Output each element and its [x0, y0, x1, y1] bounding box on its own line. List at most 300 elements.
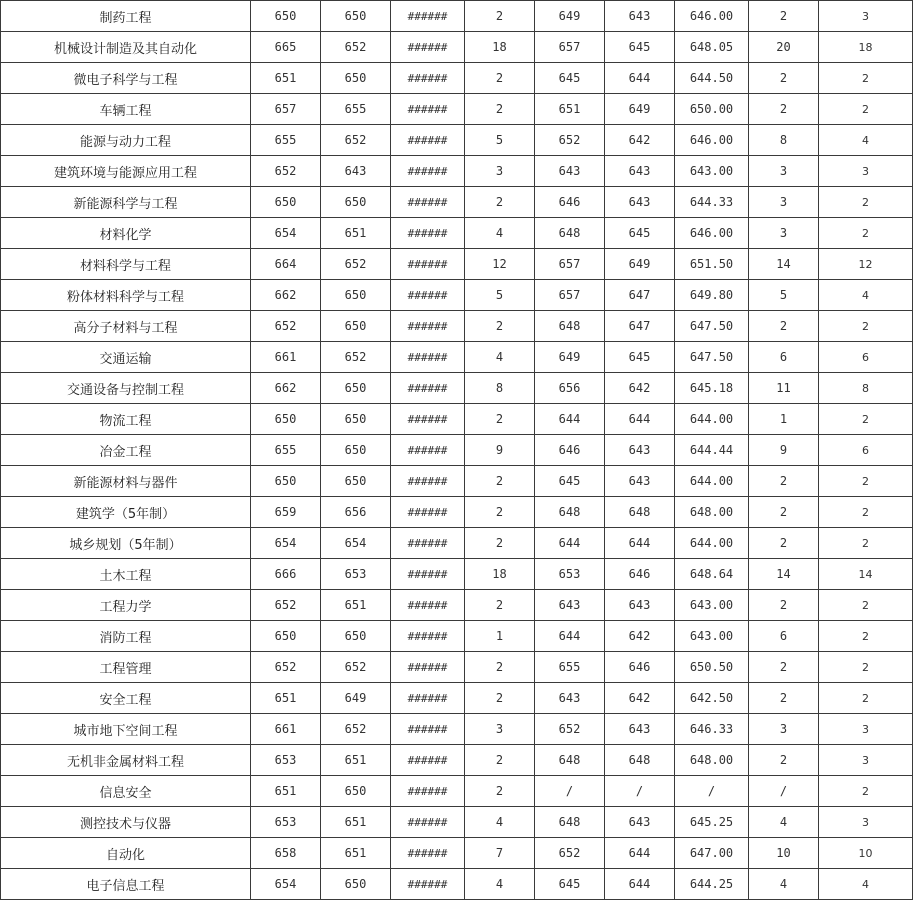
cell-col-6: 645 [535, 63, 605, 94]
cell-col-8: 644.44 [675, 435, 749, 466]
cell-major-name: 工程管理 [1, 652, 251, 683]
cell-col-8: 646.00 [675, 218, 749, 249]
cell-col-2: 654 [251, 218, 321, 249]
cell-col-6: 643 [535, 683, 605, 714]
cell-col-2: 650 [251, 1, 321, 32]
cell-col-2: 662 [251, 280, 321, 311]
cell-col-7: 642 [605, 621, 675, 652]
cell-col-5: 5 [465, 125, 535, 156]
cell-col-4: ###### [391, 187, 465, 218]
cell-col-9: 3 [749, 156, 819, 187]
cell-col-4: ###### [391, 125, 465, 156]
cell-col-2: 664 [251, 249, 321, 280]
cell-col-9: / [749, 776, 819, 807]
cell-col-5: 4 [465, 869, 535, 900]
cell-col-4: ###### [391, 1, 465, 32]
cell-major-name: 建筑环境与能源应用工程 [1, 156, 251, 187]
cell-col-7: 646 [605, 559, 675, 590]
table-row [1, 714, 913, 745]
cell-col-8: 643.00 [675, 156, 749, 187]
cell-col-9: 2 [749, 652, 819, 683]
cell-col-3: 650 [321, 1, 391, 32]
cell-col-9: 2 [749, 94, 819, 125]
cell-col-5: 18 [465, 32, 535, 63]
cell-col-6: 643 [535, 156, 605, 187]
cell-col-8: 649.80 [675, 280, 749, 311]
table-row [1, 435, 913, 466]
cell-col-9: 3 [749, 187, 819, 218]
cell-col-5: 1 [465, 621, 535, 652]
cell-col-5: 4 [465, 807, 535, 838]
cell-col-10: 2 [819, 187, 913, 218]
cell-col-3: 650 [321, 404, 391, 435]
cell-col-6: 645 [535, 466, 605, 497]
cell-col-7: 646 [605, 652, 675, 683]
cell-col-6: 645 [535, 869, 605, 900]
cell-col-9: 2 [749, 745, 819, 776]
cell-col-9: 8 [749, 125, 819, 156]
cell-col-4: ###### [391, 652, 465, 683]
cell-col-3: 651 [321, 807, 391, 838]
cell-col-8: 648.00 [675, 745, 749, 776]
cell-col-5: 2 [465, 528, 535, 559]
cell-col-9: 10 [749, 838, 819, 869]
table-row [1, 280, 913, 311]
cell-col-10: 2 [819, 776, 913, 807]
table-row [1, 528, 913, 559]
cell-col-3: 652 [321, 125, 391, 156]
cell-col-8: 646.00 [675, 125, 749, 156]
cell-major-name: 新能源科学与工程 [1, 187, 251, 218]
cell-col-6: 643 [535, 590, 605, 621]
cell-col-10: 2 [819, 404, 913, 435]
cell-col-4: ###### [391, 528, 465, 559]
cell-col-2: 651 [251, 63, 321, 94]
cell-col-4: ###### [391, 280, 465, 311]
cell-major-name: 城乡规划（5年制） [1, 528, 251, 559]
cell-col-4: ###### [391, 745, 465, 776]
cell-col-3: 652 [321, 249, 391, 280]
table-row [1, 776, 913, 807]
cell-col-3: 650 [321, 280, 391, 311]
cell-col-4: ###### [391, 776, 465, 807]
cell-col-10: 3 [819, 807, 913, 838]
cell-col-6: 657 [535, 249, 605, 280]
cell-major-name: 能源与动力工程 [1, 125, 251, 156]
cell-col-4: ###### [391, 94, 465, 125]
cell-col-7: 643 [605, 807, 675, 838]
cell-col-4: ###### [391, 559, 465, 590]
table-row [1, 373, 913, 404]
table-row [1, 683, 913, 714]
cell-col-8: 651.50 [675, 249, 749, 280]
cell-col-9: 2 [749, 683, 819, 714]
table-row [1, 807, 913, 838]
cell-col-8: 648.00 [675, 497, 749, 528]
table-row [1, 590, 913, 621]
cell-col-4: ###### [391, 435, 465, 466]
cell-col-2: 652 [251, 652, 321, 683]
cell-col-5: 3 [465, 714, 535, 745]
table-row [1, 466, 913, 497]
table-row [1, 311, 913, 342]
cell-col-8: 644.50 [675, 63, 749, 94]
cell-col-3: 651 [321, 218, 391, 249]
cell-col-9: 9 [749, 435, 819, 466]
cell-col-2: 651 [251, 776, 321, 807]
cell-col-9: 2 [749, 1, 819, 32]
cell-col-4: ###### [391, 218, 465, 249]
cell-col-9: 3 [749, 714, 819, 745]
cell-col-6: 644 [535, 621, 605, 652]
cell-col-10: 2 [819, 590, 913, 621]
cell-col-9: 14 [749, 249, 819, 280]
cell-major-name: 自动化 [1, 838, 251, 869]
cell-col-5: 3 [465, 156, 535, 187]
cell-col-10: 2 [819, 683, 913, 714]
cell-col-2: 662 [251, 373, 321, 404]
table-row [1, 125, 913, 156]
cell-col-9: 2 [749, 497, 819, 528]
cell-col-3: 649 [321, 683, 391, 714]
cell-col-7: 644 [605, 404, 675, 435]
cell-col-10: 2 [819, 528, 913, 559]
cell-col-2: 650 [251, 466, 321, 497]
cell-col-4: ###### [391, 497, 465, 528]
cell-col-3: 650 [321, 466, 391, 497]
cell-col-6: 657 [535, 280, 605, 311]
cell-col-4: ###### [391, 466, 465, 497]
cell-col-4: ###### [391, 373, 465, 404]
cell-col-3: 650 [321, 373, 391, 404]
cell-major-name: 电子信息工程 [1, 869, 251, 900]
table-row [1, 187, 913, 218]
cell-col-6: 648 [535, 745, 605, 776]
table-row [1, 559, 913, 590]
cell-col-5: 2 [465, 466, 535, 497]
cell-col-3: 650 [321, 311, 391, 342]
cell-col-6: 651 [535, 94, 605, 125]
cell-col-9: 6 [749, 342, 819, 373]
cell-col-5: 7 [465, 838, 535, 869]
cell-col-9: 2 [749, 63, 819, 94]
cell-col-5: 4 [465, 342, 535, 373]
cell-col-4: ###### [391, 838, 465, 869]
cell-col-2: 650 [251, 187, 321, 218]
cell-col-4: ###### [391, 63, 465, 94]
cell-col-8: 644.00 [675, 528, 749, 559]
cell-col-9: 5 [749, 280, 819, 311]
cell-col-5: 2 [465, 745, 535, 776]
cell-col-6: / [535, 776, 605, 807]
cell-col-6: 648 [535, 311, 605, 342]
cell-col-5: 2 [465, 590, 535, 621]
cell-col-5: 12 [465, 249, 535, 280]
cell-col-8: 645.25 [675, 807, 749, 838]
cell-col-7: 648 [605, 745, 675, 776]
cell-col-2: 654 [251, 528, 321, 559]
table-row [1, 32, 913, 63]
cell-col-6: 644 [535, 404, 605, 435]
cell-col-4: ###### [391, 807, 465, 838]
cell-major-name: 消防工程 [1, 621, 251, 652]
cell-col-8: 643.00 [675, 590, 749, 621]
table-row [1, 745, 913, 776]
cell-col-7: 644 [605, 838, 675, 869]
cell-col-9: 2 [749, 590, 819, 621]
cell-col-10: 2 [819, 63, 913, 94]
cell-col-7: 642 [605, 683, 675, 714]
cell-col-4: ###### [391, 311, 465, 342]
table-row [1, 497, 913, 528]
cell-col-8: 648.05 [675, 32, 749, 63]
cell-col-7: 643 [605, 156, 675, 187]
cell-col-5: 2 [465, 683, 535, 714]
table-row [1, 404, 913, 435]
table-row [1, 218, 913, 249]
cell-col-3: 654 [321, 528, 391, 559]
table-row [1, 838, 913, 869]
cell-col-8: 643.00 [675, 621, 749, 652]
cell-col-2: 666 [251, 559, 321, 590]
cell-col-7: 644 [605, 869, 675, 900]
cell-col-6: 656 [535, 373, 605, 404]
cell-col-2: 657 [251, 94, 321, 125]
cell-col-7: 642 [605, 125, 675, 156]
cell-major-name: 高分子材料与工程 [1, 311, 251, 342]
cell-col-7: 643 [605, 435, 675, 466]
cell-col-9: 2 [749, 466, 819, 497]
cell-col-9: 4 [749, 807, 819, 838]
cell-col-5: 8 [465, 373, 535, 404]
cell-major-name: 粉体材料科学与工程 [1, 280, 251, 311]
cell-col-5: 2 [465, 652, 535, 683]
cell-col-7: 645 [605, 32, 675, 63]
cell-col-7: 643 [605, 714, 675, 745]
cell-col-3: 650 [321, 435, 391, 466]
cell-col-7: 644 [605, 528, 675, 559]
cell-col-9: 2 [749, 528, 819, 559]
table-row [1, 1, 913, 32]
cell-col-8: 644.00 [675, 466, 749, 497]
cell-col-5: 2 [465, 187, 535, 218]
cell-col-2: 650 [251, 621, 321, 652]
cell-col-10: 3 [819, 156, 913, 187]
cell-col-10: 18 [819, 32, 913, 63]
cell-major-name: 交通设备与控制工程 [1, 373, 251, 404]
cell-major-name: 材料化学 [1, 218, 251, 249]
cell-col-4: ###### [391, 156, 465, 187]
cell-col-3: 651 [321, 590, 391, 621]
cell-col-10: 4 [819, 869, 913, 900]
cell-col-2: 652 [251, 590, 321, 621]
cell-col-2: 652 [251, 156, 321, 187]
cell-col-9: 3 [749, 218, 819, 249]
cell-col-5: 2 [465, 63, 535, 94]
cell-col-3: 650 [321, 869, 391, 900]
cell-col-4: ###### [391, 621, 465, 652]
cell-major-name: 机械设计制造及其自动化 [1, 32, 251, 63]
cell-col-6: 657 [535, 32, 605, 63]
cell-col-7: 643 [605, 187, 675, 218]
cell-col-9: 14 [749, 559, 819, 590]
cell-col-5: 2 [465, 94, 535, 125]
cell-col-5: 9 [465, 435, 535, 466]
cell-col-3: 656 [321, 497, 391, 528]
cell-col-2: 653 [251, 807, 321, 838]
table-row [1, 156, 913, 187]
cell-col-6: 646 [535, 435, 605, 466]
cell-col-10: 2 [819, 652, 913, 683]
cell-col-9: 1 [749, 404, 819, 435]
cell-col-8: 650.50 [675, 652, 749, 683]
cell-col-5: 2 [465, 404, 535, 435]
cell-col-3: 655 [321, 94, 391, 125]
cell-col-8: 644.25 [675, 869, 749, 900]
cell-col-4: ###### [391, 590, 465, 621]
cell-col-9: 6 [749, 621, 819, 652]
cell-major-name: 新能源材料与器件 [1, 466, 251, 497]
cell-col-9: 4 [749, 869, 819, 900]
cell-col-5: 5 [465, 280, 535, 311]
cell-col-7: 643 [605, 466, 675, 497]
cell-col-7: 645 [605, 218, 675, 249]
cell-col-3: 652 [321, 32, 391, 63]
cell-col-6: 644 [535, 528, 605, 559]
table-row [1, 652, 913, 683]
cell-col-6: 652 [535, 838, 605, 869]
table-row [1, 342, 913, 373]
cell-col-4: ###### [391, 714, 465, 745]
cell-col-2: 654 [251, 869, 321, 900]
cell-col-8: 646.33 [675, 714, 749, 745]
table-row [1, 63, 913, 94]
cell-col-8: 642.50 [675, 683, 749, 714]
cell-col-7: 647 [605, 311, 675, 342]
cell-col-3: 652 [321, 652, 391, 683]
cell-col-6: 646 [535, 187, 605, 218]
cell-col-2: 665 [251, 32, 321, 63]
cell-col-10: 10 [819, 838, 913, 869]
cell-col-7: 643 [605, 590, 675, 621]
cell-major-name: 冶金工程 [1, 435, 251, 466]
cell-major-name: 物流工程 [1, 404, 251, 435]
cell-col-8: 644.00 [675, 404, 749, 435]
cell-col-8: 648.64 [675, 559, 749, 590]
cell-col-6: 648 [535, 807, 605, 838]
cell-col-9: 2 [749, 311, 819, 342]
cell-col-7: 643 [605, 1, 675, 32]
cell-col-7: 647 [605, 280, 675, 311]
cell-col-2: 651 [251, 683, 321, 714]
cell-col-4: ###### [391, 869, 465, 900]
cell-major-name: 信息安全 [1, 776, 251, 807]
cell-col-7: / [605, 776, 675, 807]
cell-col-10: 3 [819, 1, 913, 32]
cell-col-2: 658 [251, 838, 321, 869]
cell-col-10: 6 [819, 435, 913, 466]
cell-major-name: 建筑学（5年制） [1, 497, 251, 528]
cell-major-name: 车辆工程 [1, 94, 251, 125]
cell-col-7: 644 [605, 63, 675, 94]
cell-col-5: 18 [465, 559, 535, 590]
cell-col-6: 649 [535, 1, 605, 32]
cell-col-9: 11 [749, 373, 819, 404]
cell-col-5: 2 [465, 311, 535, 342]
cell-col-7: 645 [605, 342, 675, 373]
table-row [1, 249, 913, 280]
cell-col-4: ###### [391, 249, 465, 280]
cell-col-10: 6 [819, 342, 913, 373]
cell-col-3: 643 [321, 156, 391, 187]
cell-major-name: 材料科学与工程 [1, 249, 251, 280]
cell-col-5: 2 [465, 1, 535, 32]
cell-col-10: 2 [819, 497, 913, 528]
cell-col-10: 2 [819, 94, 913, 125]
table-body [1, 1, 913, 900]
cell-col-2: 659 [251, 497, 321, 528]
cell-col-5: 2 [465, 497, 535, 528]
cell-col-3: 650 [321, 187, 391, 218]
cell-col-3: 651 [321, 838, 391, 869]
cell-col-10: 14 [819, 559, 913, 590]
cell-col-10: 12 [819, 249, 913, 280]
cell-major-name: 交通运输 [1, 342, 251, 373]
cell-col-2: 661 [251, 714, 321, 745]
cell-col-8: 646.00 [675, 1, 749, 32]
cell-col-3: 650 [321, 621, 391, 652]
cell-major-name: 土木工程 [1, 559, 251, 590]
cell-col-6: 652 [535, 125, 605, 156]
cell-col-3: 653 [321, 559, 391, 590]
cell-col-4: ###### [391, 32, 465, 63]
cell-col-4: ###### [391, 342, 465, 373]
cell-col-3: 650 [321, 63, 391, 94]
cell-col-10: 2 [819, 621, 913, 652]
cell-col-8: 647.50 [675, 342, 749, 373]
cell-col-3: 650 [321, 776, 391, 807]
cell-col-8: 650.00 [675, 94, 749, 125]
cell-col-10: 4 [819, 125, 913, 156]
cell-col-7: 648 [605, 497, 675, 528]
cell-col-2: 655 [251, 435, 321, 466]
cell-col-8: 647.50 [675, 311, 749, 342]
cell-col-10: 2 [819, 466, 913, 497]
cell-major-name: 测控技术与仪器 [1, 807, 251, 838]
cell-col-2: 653 [251, 745, 321, 776]
cell-major-name: 微电子科学与工程 [1, 63, 251, 94]
cell-major-name: 制药工程 [1, 1, 251, 32]
cell-col-9: 20 [749, 32, 819, 63]
cell-col-10: 4 [819, 280, 913, 311]
cell-col-2: 661 [251, 342, 321, 373]
cell-major-name: 无机非金属材料工程 [1, 745, 251, 776]
cell-col-3: 652 [321, 342, 391, 373]
cell-col-7: 642 [605, 373, 675, 404]
cell-col-2: 652 [251, 311, 321, 342]
cell-col-5: 4 [465, 218, 535, 249]
cell-major-name: 城市地下空间工程 [1, 714, 251, 745]
table-row [1, 621, 913, 652]
cell-col-6: 652 [535, 714, 605, 745]
cell-major-name: 安全工程 [1, 683, 251, 714]
cell-col-10: 3 [819, 745, 913, 776]
cell-col-2: 655 [251, 125, 321, 156]
cell-col-5: 2 [465, 776, 535, 807]
cell-col-8: / [675, 776, 749, 807]
cell-col-6: 649 [535, 342, 605, 373]
cell-col-10: 3 [819, 714, 913, 745]
